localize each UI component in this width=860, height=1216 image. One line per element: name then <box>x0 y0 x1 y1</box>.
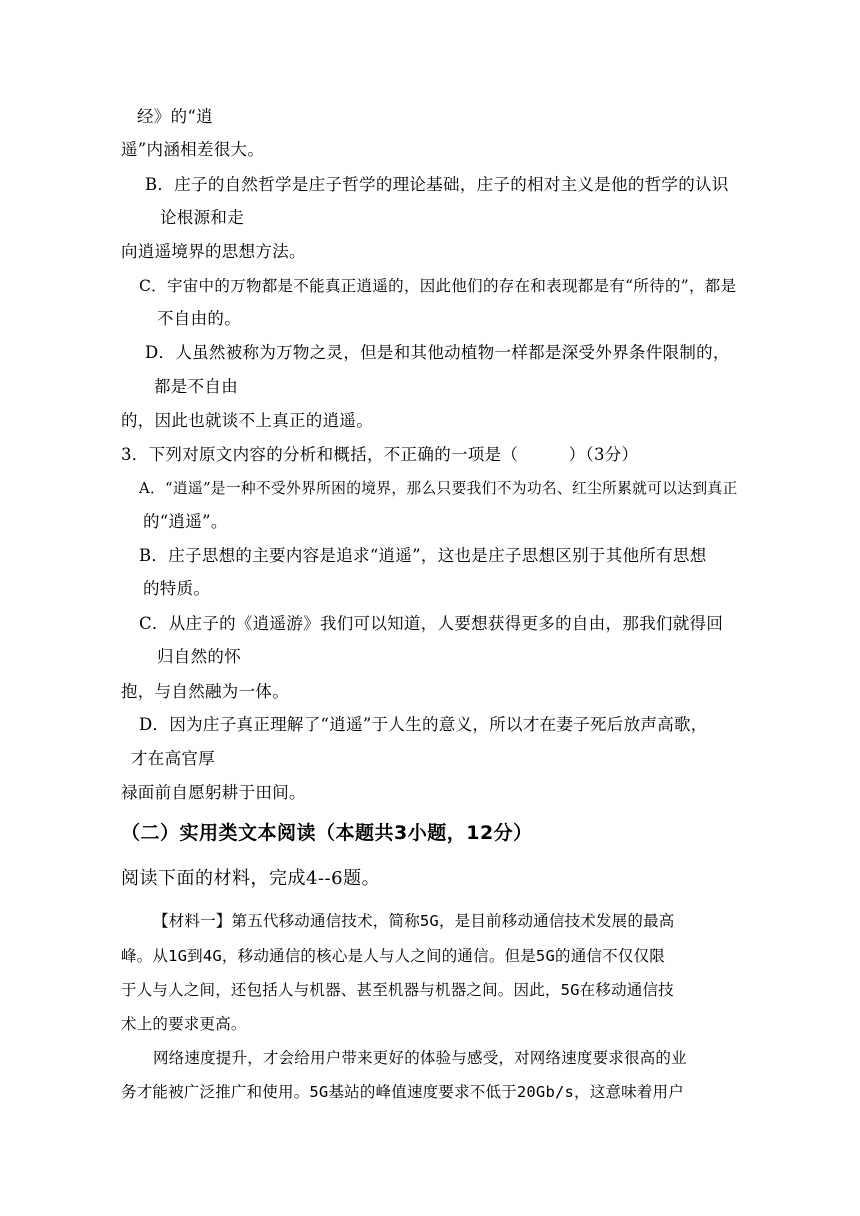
text-line: 的，因此也就谈不上真正的逍遥。 <box>121 411 373 430</box>
text-line: 归自然的怀 <box>157 647 241 666</box>
material-paragraph-line: 于人与人之间，还包括人与机器、甚至机器与机器之间。因此，5G在移动通信技 <box>121 981 674 999</box>
option-a-line: A．“逍遥”是一种不受外界所困的境界，那么只要我们不为功名、红尘所累就可以达到真正 <box>139 480 738 497</box>
question-3: 3．下列对原文内容的分析和概括，不正确的一项是（ ）（3分） <box>121 445 639 464</box>
material-paragraph-line: 务才能被广泛推广和使用。5G基站的峰值速度要求不低于20Gb/s，这意味着用户 <box>121 1083 684 1101</box>
text-line: 向逍遥境界的思想方法。 <box>121 242 306 261</box>
option-b-line: B．庄子思想的主要内容是追求“逍遥”，这也是庄子思想区别于其他所有思想 <box>139 546 707 565</box>
text-line: 不自由的。 <box>157 309 241 328</box>
text-line: 才在高官厚 <box>131 749 215 768</box>
text-line: 论根源和走 <box>160 208 244 227</box>
text-line: 的特质。 <box>143 579 211 598</box>
text-line: 抱，与自然融为一体。 <box>121 682 289 701</box>
option-c-line: C．宇宙中的万物都是不能真正逍遥的，因此他们的存在和表现都是有“所待的”，都是 <box>139 277 737 295</box>
option-c-line: C．从庄子的《逍遥游》我们可以知道，人要想获得更多的自由，那我们就得回 <box>139 614 724 633</box>
material-paragraph-line: 网络速度提升，才会给用户带来更好的体验与感受，对网络速度要求很高的业 <box>153 1049 687 1067</box>
material-paragraph-line: 【材料一】第五代移动通信技术，简称5G，是目前移动通信技术发展的最高 <box>153 912 675 930</box>
text-line: 都是不自由 <box>154 377 238 396</box>
material-paragraph-line: 峰。从1G到4G，移动通信的核心是人与人之间的通信。但是5G的通信不仅仅限 <box>121 947 665 965</box>
section-heading: （二）实用类文本阅读（本题共3小题，12分） <box>121 822 533 844</box>
text-line: 禄面前自愿躬耕于田间。 <box>121 783 306 802</box>
text-line: 的“逍遥”。 <box>143 512 228 531</box>
text-line: 遥”内涵相差很大。 <box>121 140 265 159</box>
instruction-text: 阅读下面的材料，完成4--6题。 <box>121 868 381 889</box>
material-paragraph-line: 术上的要求更高。 <box>121 1015 247 1033</box>
option-b-line: B．庄子的自然哲学是庄子哲学的理论基础，庄子的相对主义是他的哲学的认识 <box>145 175 729 194</box>
text-line: 经》的“逍 <box>137 107 213 126</box>
option-d-line: D．人虽然被称为万物之灵，但是和其他动植物一样都是深受外界条件限制的， <box>145 343 730 362</box>
option-d-line: D．因为庄子真正理解了“逍遥”于人生的意义，所以才在妻子死后放声高歌， <box>139 715 708 734</box>
